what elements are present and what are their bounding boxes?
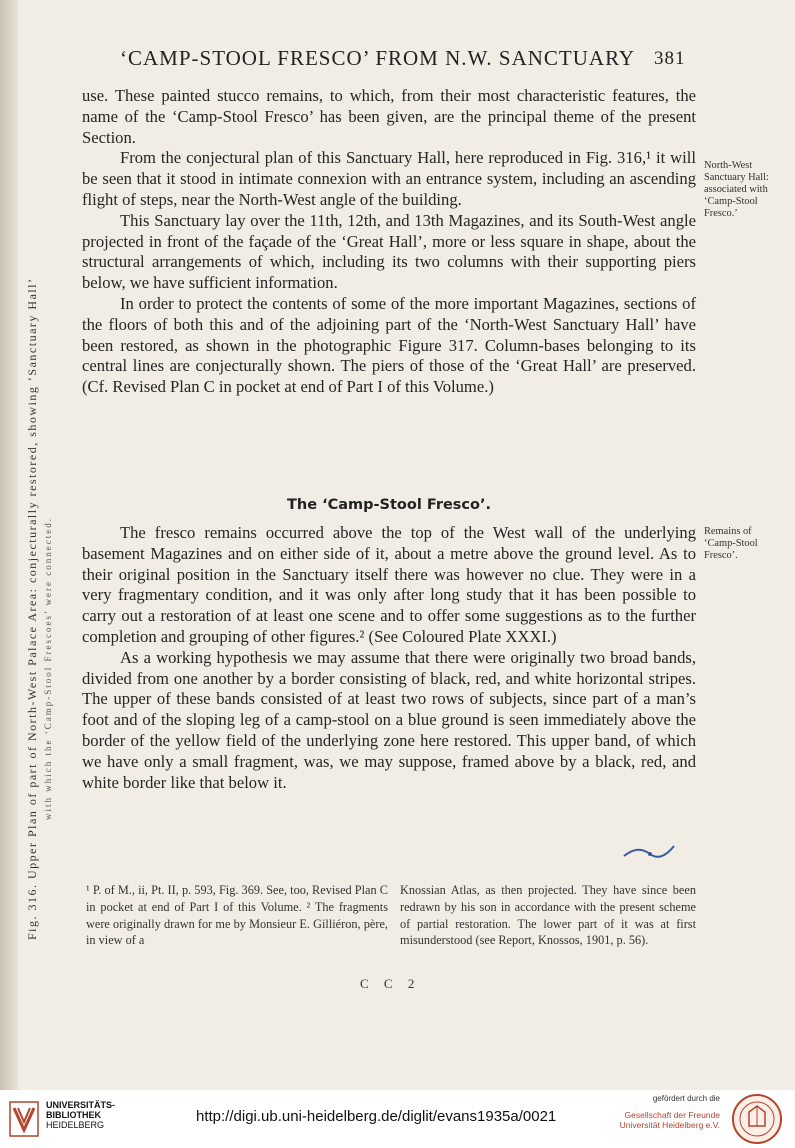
tailpiece-ornament [620,842,680,862]
page-number: 381 [654,48,686,69]
sponsor-label: gefördert durch die [652,1094,720,1103]
header-title: ‘CAMP-STOOL FRESCO’ FROM N.W. SANCTUARY [120,46,636,70]
paragraph: As a working hypothesis we may assume that there were originally two broad bands, divided from one another by a border consisting of black, red, and white horizontal stripes. The upper of these bands consisted of at least two rows of subjects, since part of a man’s foot and of the sloping leg of a camp-stool on a blue ground is seen immediately above the border of the yellow field of the underlying zone here restored. This upper band, of which we have only a small fragment, was, we may suppose, framed above by a black, red, and white border like that below it. [82,647,696,792]
running-header [120,46,700,71]
footnotes-right: Knossian Atlas, as then projected. They have since been redrawn by his son in accordance with the present scheme of partial restoration. The lower part of it was at first misunderstood (see Report, Knossos, 1901, p. 56). [400,883,696,948]
footnotes-left: ¹ P. of M., ii, Pt. II, p. 593, Fig. 369. See, too, Revised Plan C in pocket at end of Part I of this Volume. ² The fragments were originally drawn for me by Monsieur E. Gilliéron, père, in view of a [86,883,388,948]
society-seal-icon [730,1092,784,1146]
figure-side-caption [24,0,56,940]
paragraph: In order to protect the contents of some of the more important Magazines, sections of the floors of both this and of the adjoining part of the ‘North-West Sanctuary Hall’ have been restored, as shown in the photographic Figure 317. Column-bases belonging to its central lines are conjecturally shown. The piers of those of the ‘Great Hall’ are preserved. (Cf. Revised Plan C in pocket at end of Part I of this Volume.) [82,293,696,397]
sponsor-line2: Universität Heidelberg e.V. [619,1120,720,1130]
margin-note: North-West Sanctuary Hall: associated with ‘Camp-Stool Fresco.’ [704,160,769,219]
side-caption-line2: with which the ‘Camp-Stool Frescoes’ were connected. [43,516,53,820]
library-line1: UNIVERSITÄTS- [46,1100,116,1110]
page-gutter-shadow [0,0,18,1090]
body-text-top [82,86,696,398]
sponsor-line1: Gesellschaft der Freunde [624,1110,720,1120]
section-heading: The ‘Camp-Stool Fresco’. [286,497,492,513]
university-logo-icon [8,1096,42,1140]
signature-mark: C C 2 [360,976,421,991]
paragraph: use. These painted stucco remains, to which, from their most characteristic features, the name of the ‘Camp-Stool Fresco’ has been given, are the principal theme of the present Section. [82,86,696,147]
margin-note: Remains of ‘Camp-Stool Fresco’. [704,526,758,561]
side-caption-line1: Fig. 316. Upper Plan of part of North-West Palace Area: conjecturally restored, showing ‘Sanctuary Hall’ [25,277,39,940]
library-name[interactable] [46,1100,115,1130]
library-line2: BIBLIOTHEK [46,1110,101,1120]
body-text-bottom [82,523,696,793]
paragraph: This Sanctuary lay over the 11th, 12th, and 13th Magazines, and its South-West angle projected in front of the façade of the ‘Great Hall’, more or less square in shape, about the structural arrangements of which, including its two columns with their supporting piers below, we have sufficient information. [82,210,696,293]
library-line3: HEIDELBERG [46,1120,105,1130]
paragraph: From the conjectural plan of this Sanctuary Hall, here reproduced in Fig. 316,¹ it will be seen that it stood in intimate connexion with an entrance system, including an ascending flight of steps, near the North-West angle of the building. [82,148,696,209]
sponsor-credit[interactable] [612,1094,720,1130]
paragraph: The fresco remains occurred above the top of the West wall of the underlying basement Magazines and on either side of it, about a metre above the ground level. As to their original position in the Sanctuary itself there was however no clue. They were in a very fragmentary condition, and it was only after long study that it has been possible to carry out a restoration of at least one scene and to offer some suggestions as to the further completion and grouping of other figures.² (See Coloured Plate XXXI.) [82,523,696,646]
permalink-url[interactable]: http://digi.ub.uni-heidelberg.de/diglit/evans1935a/0021 [196,1108,557,1125]
